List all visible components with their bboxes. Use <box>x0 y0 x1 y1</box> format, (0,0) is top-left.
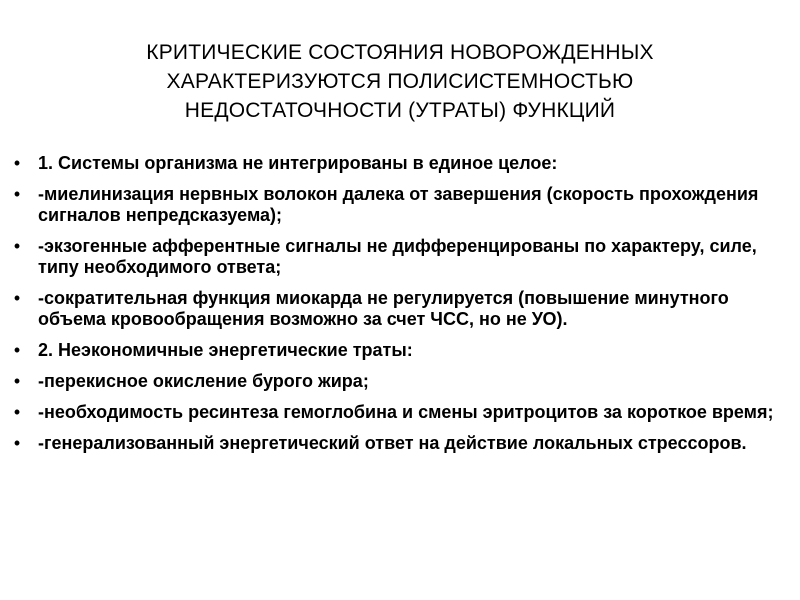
bullet-icon: • <box>13 236 21 256</box>
bullet-icon: • <box>13 340 21 360</box>
bullet-icon: • <box>13 402 21 422</box>
bullet-text: -перекисное окисление бурого жира; <box>38 371 369 391</box>
bullet-item <box>10 288 795 330</box>
bullet-item <box>10 402 795 423</box>
bullet-text: -экзогенные афферентные сигналы не дифференцированы по характеру, силе, типу необходимого ответа; <box>38 236 757 277</box>
slide-title-line: КРИТИЧЕСКИЕ СОСТОЯНИЯ НОВОРОЖДЕННЫХ <box>146 41 654 64</box>
bullet-icon: • <box>13 184 21 204</box>
bullet-icon: • <box>13 153 21 173</box>
bullet-icon: • <box>13 433 21 453</box>
slide-title-line: НЕДОСТАТОЧНОСТИ (УТРАТЫ) ФУНКЦИЙ <box>184 99 616 122</box>
bullet-item <box>10 340 795 361</box>
slide-title-line: ХАРАКТЕРИЗУЮТСЯ ПОЛИСИСТЕМНОСТЬЮ <box>166 70 634 93</box>
bullet-item <box>10 153 795 174</box>
bullet-text: 2. Неэкономичные энергетические траты: <box>38 340 413 360</box>
bullet-text: -необходимость ресинтеза гемоглобина и смены эритроцитов за короткое время; <box>38 402 774 422</box>
bullet-text: -миелинизация нервных волокон далека от завершения (скорость прохождения сигналов непредсказуема); <box>38 184 759 225</box>
bullet-list <box>10 153 795 464</box>
bullet-text: -генерализованный энергетический ответ на действие локальных стрессоров. <box>38 433 747 453</box>
bullet-text: -сократительная функция миокарда не регулируется (повышение минутного объема кровообращения возможно за счет ЧСС, но не УО). <box>38 288 729 329</box>
slide-title <box>40 38 760 125</box>
bullet-item <box>10 371 795 392</box>
bullet-icon: • <box>13 371 21 391</box>
bullet-icon: • <box>13 288 21 308</box>
bullet-item <box>10 433 795 454</box>
bullet-item <box>10 236 795 278</box>
bullet-item <box>10 184 795 226</box>
bullet-text: 1. Системы организма не интегрированы в единое целое: <box>38 153 558 173</box>
